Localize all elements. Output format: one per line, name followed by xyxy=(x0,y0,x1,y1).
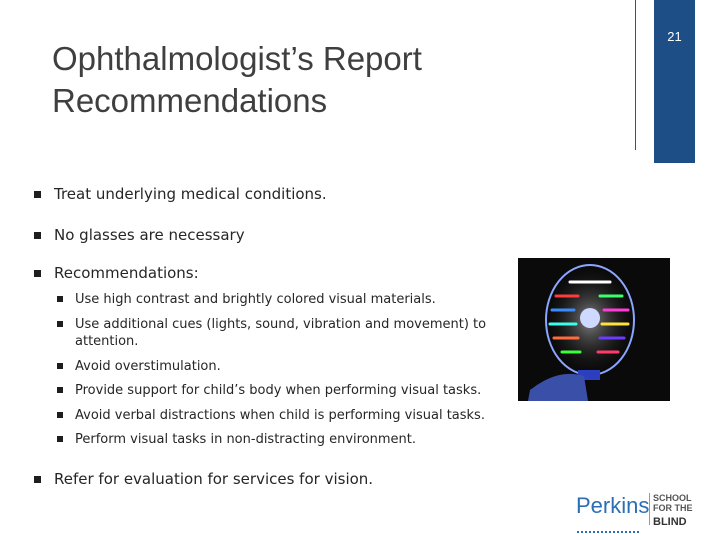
logo-school-text xyxy=(653,493,693,513)
bullet-square-icon xyxy=(57,387,63,393)
bullet-square-icon xyxy=(57,436,63,442)
bullet-square-icon xyxy=(57,296,63,302)
sub-bullet-text: attention. xyxy=(75,334,139,349)
bullet-square-icon xyxy=(34,232,41,239)
logo-divider xyxy=(649,493,650,525)
bullet-square-icon xyxy=(34,270,41,277)
bullet-square-icon xyxy=(34,476,41,483)
bullet-text: Recommendations: xyxy=(54,264,199,282)
bullet-text: Treat underlying medical conditions. xyxy=(54,185,327,203)
logo-school-line-2: FOR THE xyxy=(653,503,693,513)
bullet-square-icon xyxy=(34,191,41,198)
sub-bullet-text: Provide support for child’s body when performing visual tasks. xyxy=(75,383,482,398)
bullet-square-icon xyxy=(57,412,63,418)
bullet-square-icon xyxy=(57,363,63,369)
sub-bullet-text: Avoid overstimulation. xyxy=(75,359,221,374)
title-line-2: Recommendations xyxy=(52,82,328,119)
sub-bullet-text: Avoid verbal distractions when child is performing visual tasks. xyxy=(75,408,485,423)
logo-blind: BLIND xyxy=(653,516,687,528)
logo-brand: Perkins xyxy=(576,493,650,518)
light-up-toy-image xyxy=(518,258,670,401)
bullet-square-icon xyxy=(57,321,63,327)
light-up-toy-icon xyxy=(518,258,670,401)
sub-bullet-text: Use high contrast and brightly colored visual materials. xyxy=(75,292,436,307)
bullet-text: Refer for evaluation for services for vision. xyxy=(54,470,374,488)
slide-number: 21 xyxy=(667,29,682,44)
braille-dots-icon xyxy=(576,520,646,526)
perkins-logo xyxy=(576,490,716,530)
bullet-text: No glasses are necessary xyxy=(54,226,245,244)
logo-school-line-1: SCHOOL xyxy=(653,493,692,503)
sub-bullet-text: Perform visual tasks in non-distracting environment. xyxy=(75,432,417,447)
title-line-1: Ophthalmologist’s Report xyxy=(52,40,422,77)
sub-bullet-text: Use additional cues (lights, sound, vibration and movement) to xyxy=(75,317,487,332)
